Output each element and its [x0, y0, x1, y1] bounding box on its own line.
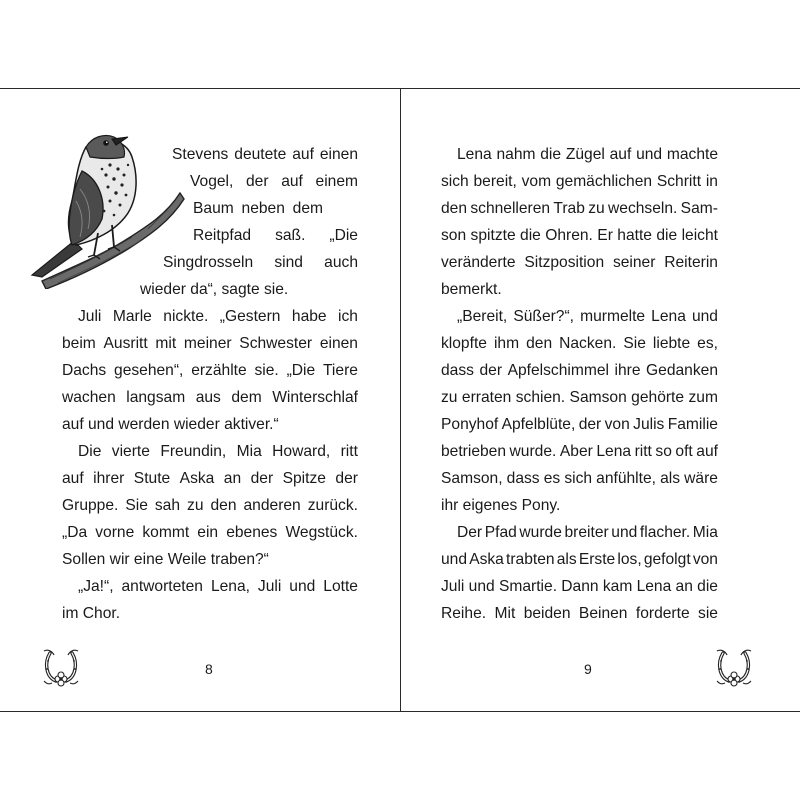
text-line: Singdrosseln sind auch [163, 254, 358, 271]
book-spread [0, 88, 800, 712]
text-line: Juli Marle nickte. „Gestern habe ich [78, 308, 358, 325]
text-line: wieder da“, sagte sie. [140, 281, 289, 298]
text-line: Ponyhof Apfelblüte, der von Julis Familie [441, 416, 718, 433]
text-line: den schnelleren Trab zu wechseln. Sam- [441, 200, 718, 217]
text-line: wachen langsam aus dem Winterschlaf [62, 389, 358, 406]
text-line: dass der Apfelschimmel ihre Gedanken [441, 362, 718, 379]
text-line: Lena nahm die Zügel auf und machte [457, 146, 718, 163]
text-line: im Chor. [62, 605, 121, 622]
text-line: auf ihrer Stute Aska an der Spitze der [62, 470, 358, 487]
text-line: zu erraten schien. Samson gehörte zum [441, 389, 718, 406]
page-number: 9 [584, 661, 592, 677]
text-line: Gruppe. Sie sah zu den anderen zurück. [62, 497, 358, 514]
text-line: ihr eigenes Pony. [441, 497, 561, 514]
text-line: bemerkt. [441, 281, 502, 298]
text-line: Sollen wir eine Weile traben?“ [62, 551, 269, 568]
text-line: son spitzte die Ohren. Er hatte die leicht [441, 227, 718, 244]
text-line: Vogel, der auf einem [190, 173, 358, 190]
text-line: beim Ausritt mit meiner Schwester einen [62, 335, 358, 352]
text-line: betrieben wurde. Aber Lena ritt so oft auf [441, 443, 718, 460]
horseshoe-flower-ornament-icon [42, 647, 80, 687]
left-page [0, 89, 400, 711]
text-line: Der Pfad wurde breiter und flacher. Mia [457, 524, 718, 541]
text-line: klopfte ihm den Nacken. Sie liebte es, [441, 335, 718, 352]
text-line: Baum neben dem [193, 200, 323, 217]
text-line: und Aska trabten als Erste los, gefolgt von [441, 551, 718, 568]
text-line: Stevens deutete auf einen [172, 146, 358, 163]
text-line: sich bereit, vom gemächlichen Schritt in [441, 173, 718, 190]
text-line: auf und werden wieder aktiver.“ [62, 416, 279, 433]
text-line: veränderte Sitzposition seiner Reiterin [441, 254, 718, 271]
horseshoe-flower-ornament-icon [715, 647, 753, 687]
text-line: Dachs gesehen“, erzählte sie. „Die Tiere [62, 362, 358, 379]
text-line: Reitpfad saß. „Die [193, 227, 358, 244]
text-line: Reihe. Mit beiden Beinen forderte sie [441, 605, 718, 622]
page-number: 8 [205, 661, 213, 677]
text-line: „Ja!“, antworteten Lena, Juli und Lotte [78, 578, 358, 595]
text-line: „Da vorne kommt ein ebenes Wegstück. [62, 524, 358, 541]
text-line: Juli und Smartie. Dann kam Lena an die [441, 578, 718, 595]
text-line: „Bereit, Süßer?“, murmelte Lena und [457, 308, 718, 325]
right-page [401, 89, 800, 711]
text-line: Samson, dass es sich anfühlte, als wäre [441, 470, 718, 487]
text-line: Die vierte Freundin, Mia Howard, ritt [78, 443, 358, 460]
